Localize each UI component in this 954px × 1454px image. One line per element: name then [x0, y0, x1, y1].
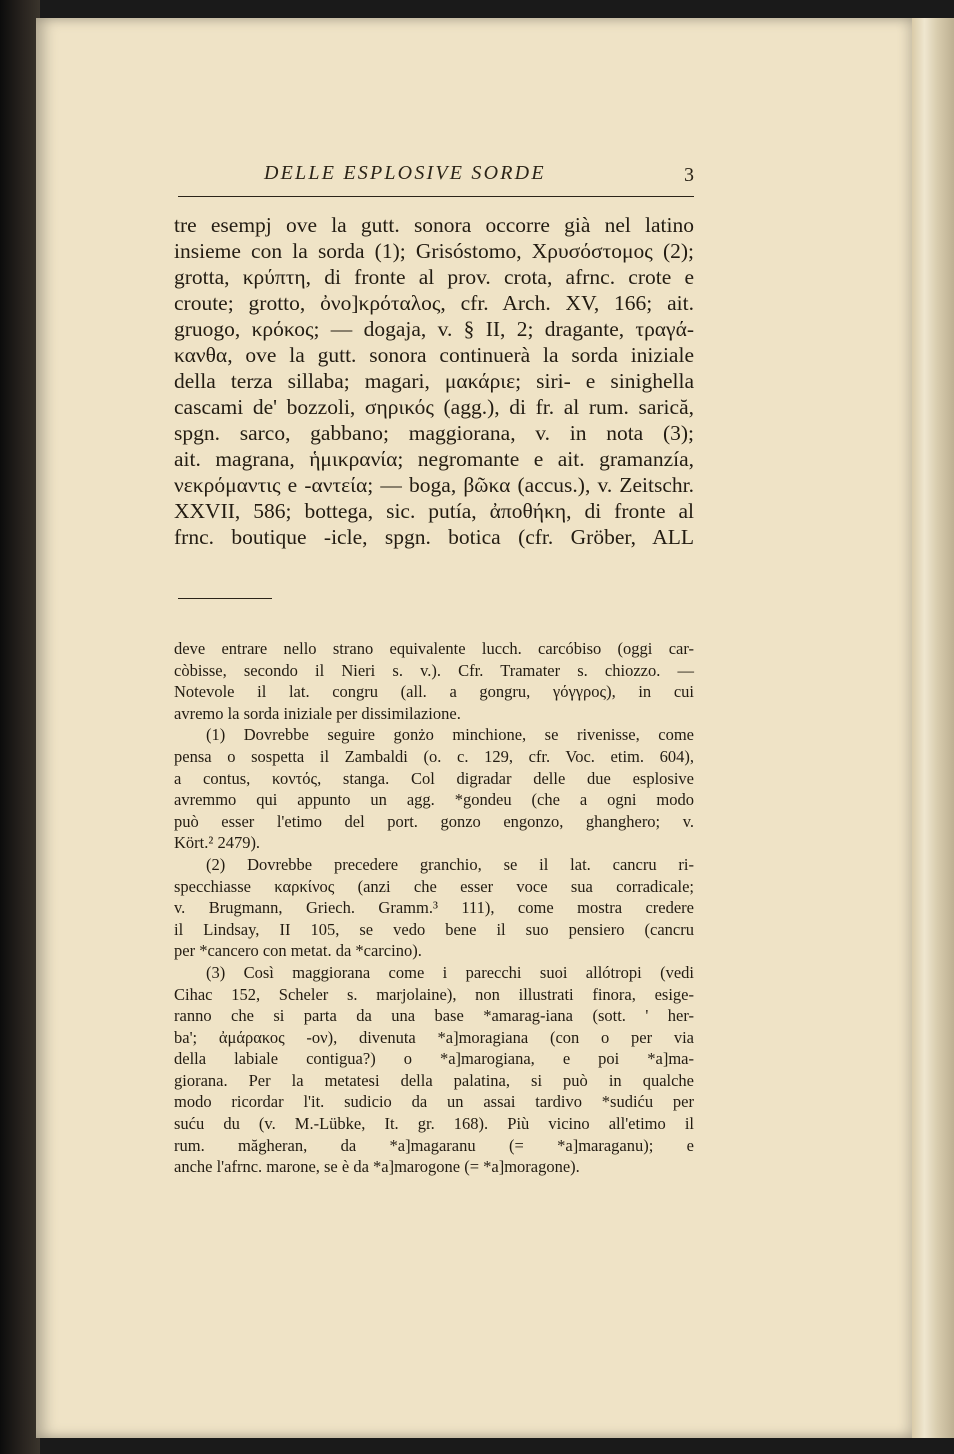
- footnote-line: (3) Così maggiorana come i parecchi suoi allótropi (vedi: [206, 962, 694, 982]
- footnote-line: deve entrare nello strano equivalente lucch. carcóbiso (oggi car-: [174, 639, 694, 658]
- main-line: croute; grotto, ὀνο]κρόταλος, cfr. Arch. XV, 166; ait.: [174, 291, 694, 315]
- main-line: XXVII, 586; bottega, sic. putía, ἀποθήκη, di fronte al: [174, 499, 694, 523]
- main-line: frnc. boutique -icle, spgn. botica (cfr. Gröber, ALL: [174, 525, 694, 549]
- main-line: ait. magrana, ἡμικρανία; negromante e ait. gramanzía,: [174, 447, 694, 471]
- footnotes: [174, 638, 694, 1178]
- main-line: grotta, κρύπτη, di fronte al prov. crota, afrnc. crote e: [174, 265, 694, 289]
- main-line: della terza sillaba; magari, μακάριε; siri- e sinighella: [174, 369, 694, 393]
- page-edge: [912, 18, 954, 1438]
- footnote-line: modo ricordar l'it. sudicio da un assai tardivo *sudiću per: [174, 1092, 694, 1112]
- main-line: gruogo, κρόκος; — dogaja, v. § II, 2; dragante, τραγά-: [174, 317, 694, 341]
- main-line: tre esempj ove la gutt. sonora occorre già nel latino: [174, 213, 694, 237]
- main-line: κανθα, ove la gutt. sonora continuerà la sorda iniziale: [174, 343, 694, 367]
- footnote-line: ranno che si parta da una base *amarag-iana (sott. ' her-: [174, 1006, 694, 1026]
- footnote-line: rum. măgheran, da *a]magaranu (= *a]maraganu); e: [174, 1135, 694, 1155]
- main-line: νεκρόμαντις e -αντεία; — boga, βῶκα (accus.), v. Zeitschr.: [174, 473, 694, 497]
- main-line: spgn. sarco, gabbano; maggiorana, v. in nota (3);: [174, 421, 694, 445]
- footnote-line: il Lindsay, II 105, se vedo bene il suo pensiero (cancru: [174, 919, 694, 939]
- main-line: cascami de' bozzoli, σηρικός (agg.), di fr. al rum. sarică,: [174, 395, 694, 419]
- footnote-line: giorana. Per la metatesi della palatina, si può in qualche: [174, 1070, 694, 1090]
- footnote-line: della labiale contigua?) o *a]marogiana, e poi *a]ma-: [174, 1049, 694, 1069]
- page-number: 3: [684, 164, 694, 186]
- footnote-line: avremmo qui appunto un agg. *gondeu (che a ogni modo: [174, 790, 694, 810]
- footnote-line: Notevole il lat. congru (all. a gongru, γόγγρος), in cui: [174, 682, 694, 702]
- footnote-line: ba'; ἀμάρακος -ον), divenuta *a]moragiana (con o per via: [174, 1027, 694, 1047]
- footnote-line: (2) Dovrebbe precedere granchio, se il lat. cancru ri-: [206, 854, 694, 874]
- main-text: [174, 212, 694, 550]
- page-header: [178, 160, 694, 197]
- footnote-line: còbisse, secondo il Nieri s. v.). Cfr. Tramater s. chiozzo. —: [174, 660, 694, 680]
- running-title: DELLE ESPLOSIVE SORDE: [264, 162, 546, 184]
- footnote-line: (1) Dovrebbe seguire gonżo minchione, se rivenisse, come: [206, 725, 694, 745]
- footnote-line: specchiasse καρκίνος (anzi che esser voce sua corradicale;: [174, 876, 694, 896]
- footnote-line: per *cancero con metat. da *carcino).: [174, 941, 422, 961]
- footnote-line: v. Brugmann, Griech. Gramm.³ 111), come mostra credere: [174, 898, 694, 918]
- main-line: insieme con la sorda (1); Grisóstomo, Χρυσόστομος (2);: [174, 239, 694, 263]
- footnote-line: anche l'afrnc. marone, se è da *a]marogone (= *a]moragone).: [174, 1157, 580, 1177]
- footnote-line: può esser l'etimo del port. gonzo engonzo, ghanghero; v.: [174, 811, 694, 831]
- footnote-line: Kört.² 2479).: [174, 833, 261, 853]
- book-spine: [0, 0, 40, 1454]
- footnote-line: avremo la sorda iniziale per dissimilazione.: [174, 703, 461, 723]
- footnote-rule: [178, 598, 272, 599]
- footnote-line: suću du (v. M.-Lübke, It. gr. 168). Più vicino all'etimo il: [174, 1114, 694, 1134]
- footnote-line: Cihac 152, Scheler s. marjolaine), non illustrati finora, esige-: [174, 984, 694, 1004]
- footnote-line: a contus, κοντός, stanga. Col digradar delle due esplosive: [174, 768, 694, 788]
- footnote-line: pensa o sospetta il Zambaldi (o. c. 129, cfr. Voc. etim. 604),: [174, 746, 694, 766]
